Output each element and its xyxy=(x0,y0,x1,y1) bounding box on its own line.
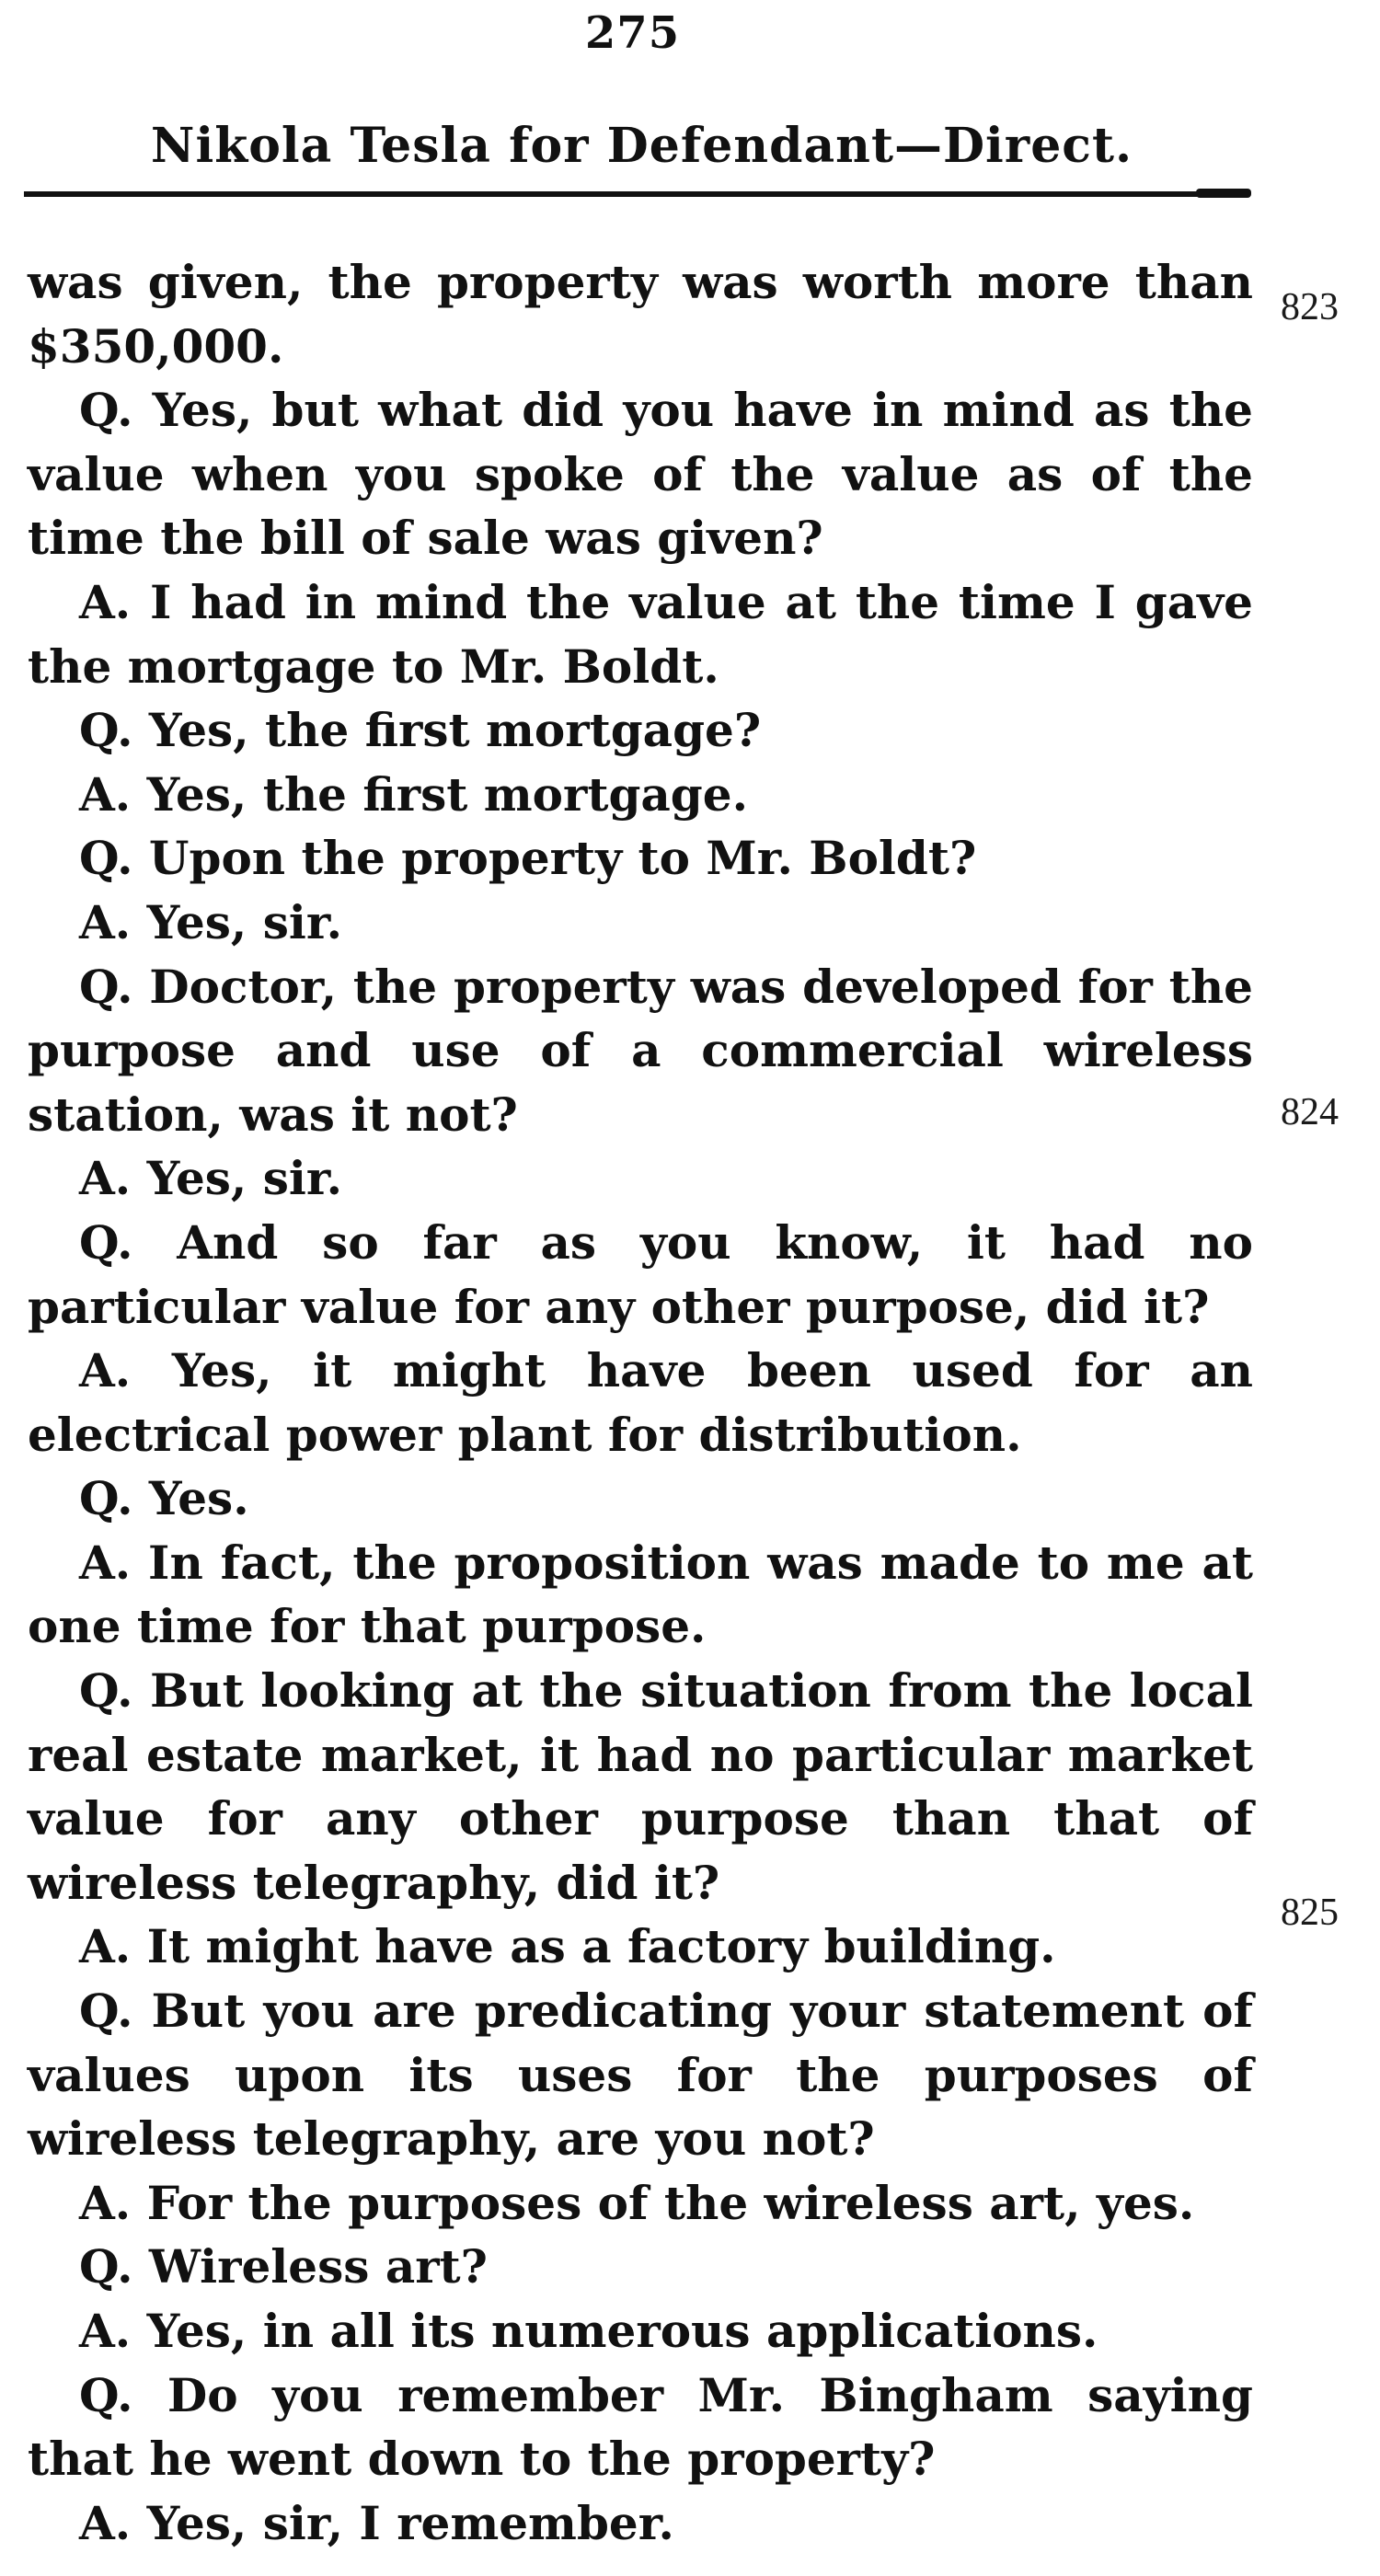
paragraph: A. In fact, the proposition was made to me at one time for that purpose. xyxy=(28,1535,1253,1654)
margin-line-number: 824 xyxy=(1281,1091,1339,1133)
header-rule-end xyxy=(1196,189,1251,198)
paragraph: A. Yes, sir, I remember. xyxy=(79,2495,674,2550)
paragraph: Q. And so far as you know, it had no particular value for any other purpose, did it? xyxy=(28,1214,1253,1334)
paragraph: Q. But you are predicating your statement of values upon its uses for the purposes of wireless telegraphy, are you not? xyxy=(28,1984,1253,2167)
paragraph: Q. Wireless art? xyxy=(79,2239,488,2294)
paragraph: A. Yes, it might have been used for an electrical power plant for distribution. xyxy=(28,1343,1253,1462)
paragraph: A. Yes, the first mortgage. xyxy=(79,766,748,822)
paragraph: Q. Yes, but what did you have in mind as the value when you spoke of the value as of the time the bill of sale was given? xyxy=(28,383,1253,566)
paragraph: Q. Yes. xyxy=(79,1471,249,1526)
margin-line-number: 825 xyxy=(1281,1892,1339,1934)
page-number: 275 xyxy=(584,7,681,59)
running-head: Nikola Tesla for Defendant—Direct. xyxy=(150,118,1133,174)
paragraph: A. For the purposes of the wireless art, yes. xyxy=(79,2175,1195,2230)
paragraph: A. It might have as a factory building. xyxy=(79,1919,1056,1974)
paragraph: Q. Yes, the first mortgage? xyxy=(79,703,762,758)
paragraph: Q. But looking at the situation from the local real estate market, it had no particular market value for any other purpose than that of wireless telegraphy, did it? xyxy=(28,1663,1253,1910)
paragraph: A. Yes, in all its numerous applications. xyxy=(79,2304,1098,2358)
testimony-body xyxy=(28,250,1253,2555)
paragraph: A. Yes, sir. xyxy=(79,894,343,949)
paragraph: A. I had in mind the value at the time I gave the mortgage to Mr. Boldt. xyxy=(28,574,1253,694)
paragraph: was given, the property was worth more than $350,000. xyxy=(28,255,1253,374)
paragraph: Q. Doctor, the property was developed for the purpose and use of a commercial wireless station, was it not? xyxy=(28,959,1253,1142)
paragraph: Q. Do you remember Mr. Bingham saying that he went down to the property? xyxy=(28,2367,1253,2487)
paragraph: Q. Upon the property to Mr. Boldt? xyxy=(79,831,977,886)
header-rule xyxy=(24,191,1248,197)
margin-line-number: 823 xyxy=(1281,286,1339,328)
paragraph: A. Yes, sir. xyxy=(79,1151,343,1206)
